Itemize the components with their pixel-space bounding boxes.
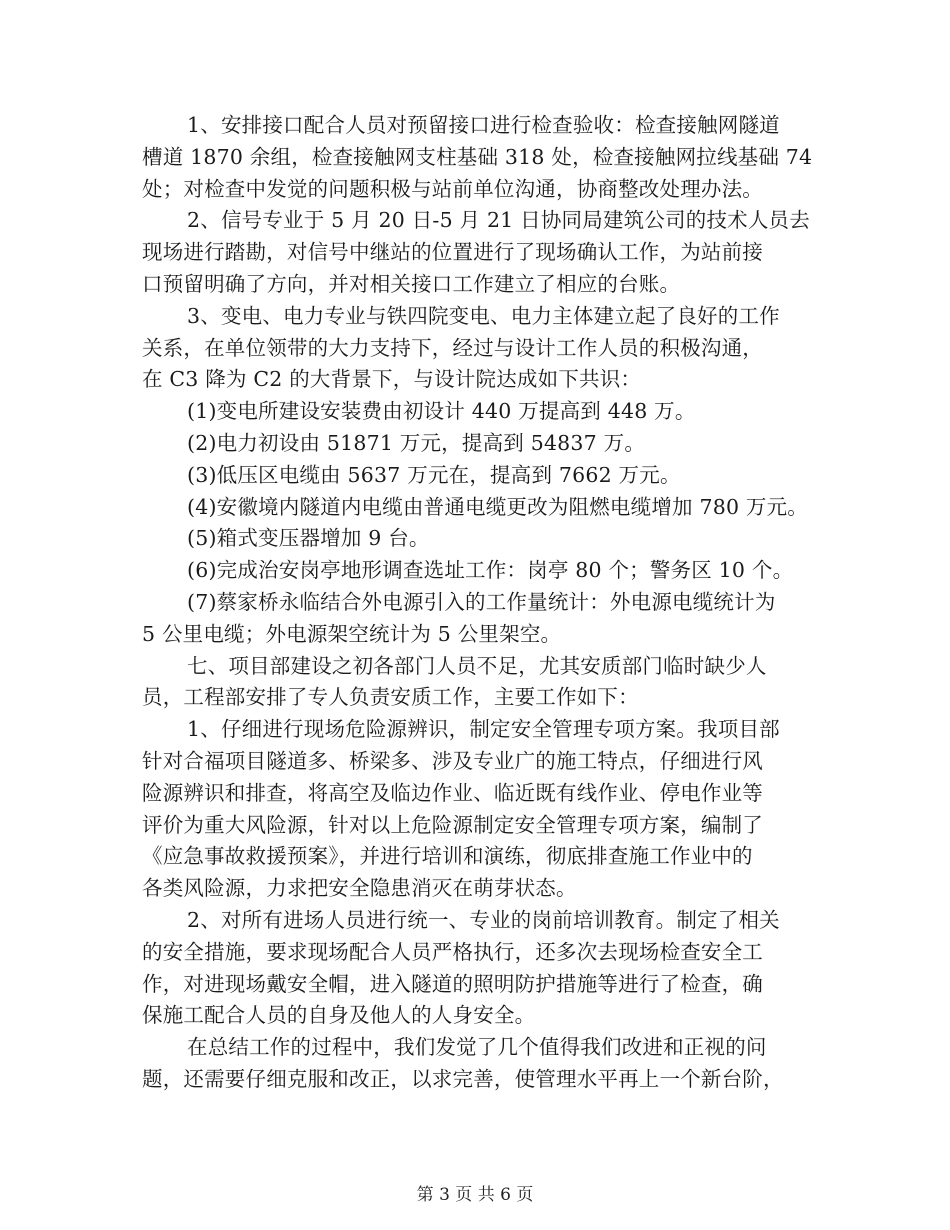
text-line: (4)安徽境内隧道内电缆由普通电缆更改为阻燃电缆增加 780 万元。	[187, 494, 808, 519]
text-line: 1、安排接口配合人员对预留接口进行检查验收：检查接触网隧道	[187, 113, 780, 137]
text-line: 员，工程部安排了专人负责安质工作，主要工作如下：	[142, 685, 639, 710]
text-line: (7)蔡家桥永临结合外电源引入的工作量统计：外电源电缆统计为	[187, 589, 776, 614]
text-line: 针对合福项目隧道多、桥梁多、涉及专业广的施工特点，仔细进行风	[142, 748, 763, 773]
text-line: (1)变电所建设安装费由初设计 440 万提高到 448 万。	[187, 399, 696, 424]
text-line: 2、对所有进场人员进行统一、专业的岗前培训教育。制定了相关	[187, 907, 780, 932]
text-line: 口预留明确了方向，并对相关接口工作建立了相应的台账。	[142, 271, 681, 296]
page-footer: 第 3 页 共 6 页	[416, 1185, 534, 1205]
text-line: 的安全措施，要求现场配合人员严格执行，还多次去现场检查安全工	[142, 939, 763, 964]
text-line: 《应急事故救援预案》，并进行培训和演练，彻底排查施工作业中的	[142, 844, 753, 869]
text-line: 在 C3 降为 C2 的大背景下，与设计院达成如下共识：	[142, 367, 642, 392]
text-line: 现场进行踏勘，对信号中继站的位置进行了现场确认工作，为站前接	[142, 240, 763, 265]
text-line: 在总结工作的过程中，我们发觉了几个值得我们改进和正视的问	[187, 1035, 767, 1060]
text-line: 各类风险源，力求把安全隐患消灭在萌芽状态。	[142, 876, 577, 901]
text-line: 5 公里电缆；外电源架空统计为 5 公里架空。	[142, 621, 562, 646]
text-line: 关系，在单位领带的大力支持下，经过与设计工作人员的积极沟通，	[142, 335, 763, 360]
text-line: 评价为重大风险源，针对以上危险源制定安全管理专项方案，编制了	[142, 812, 763, 837]
document-body	[142, 110, 822, 1096]
text-line: 1、仔细进行现场危险源辨识，制定安全管理专项方案。我项目部	[187, 717, 780, 742]
text-line: (6)完成治安岗亭地形调查选址工作：岗亭 80 个；警务区 10 个。	[187, 558, 794, 583]
text-line: (3)低压区电缆由 5637 万元在，提高到 7662 万元。	[187, 462, 681, 487]
text-line: 2、信号专业于 5 月 20 日-5 月 21 日协同局建筑公司的技术人员去	[187, 208, 810, 233]
text-line: 槽道 1870 余组，检查接触网支柱基础 318 处，检查接触网拉线基础 74	[142, 144, 813, 169]
text-line: 处；对检查中发觉的问题积极与站前单位沟通，协商整改处理办法。	[142, 176, 763, 201]
text-line: 3、变电、电力专业与铁四院变电、电力主体建立起了良好的工作	[187, 303, 780, 328]
text-line: 险源辨识和排查，将高空及临边作业、临近既有线作业、停电作业等	[142, 780, 763, 805]
text-line: 作，对进现场戴安全帽，进入隧道的照明防护措施等进行了检查，确	[142, 971, 763, 996]
text-line: 保施工配合人员的自身及他人的人身安全。	[142, 1003, 536, 1028]
text-line: 题，还需要仔细克服和改正，以求完善，使管理水平再上一个新台阶，	[142, 1066, 784, 1091]
text-line: 七、项目部建设之初各部门人员不足，尤其安质部门临时缺少人	[187, 653, 767, 678]
text-line: (5)箱式变压器增加 9 台。	[187, 526, 430, 551]
text-line: (2)电力初设由 51871 万元，提高到 54837 万。	[187, 430, 646, 455]
